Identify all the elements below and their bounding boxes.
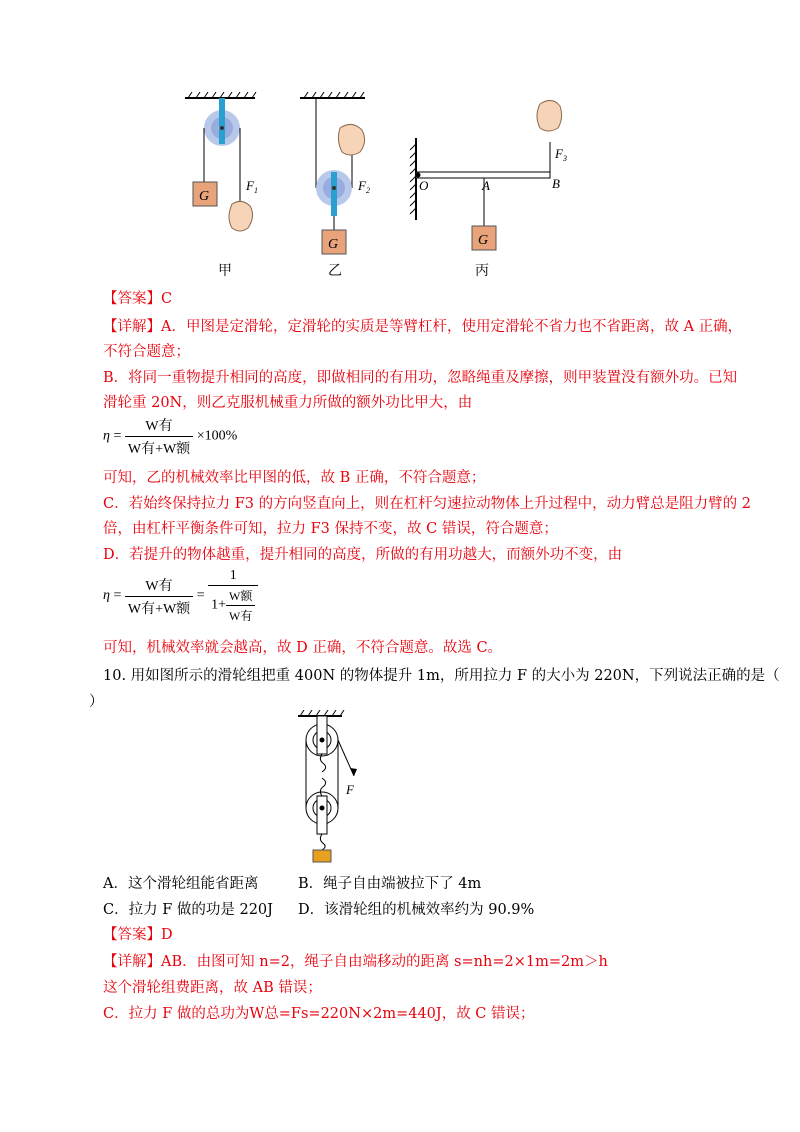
option-c[interactable]: C．拉力 F 做的功是 220J bbox=[103, 902, 273, 918]
figure-label-yi: 乙 bbox=[328, 263, 342, 279]
q10-answer: 【答案】D bbox=[103, 927, 173, 943]
figure-label-jia: 甲 bbox=[218, 263, 232, 279]
q9-detail-c-2: 倍，由杠杆平衡条件可知，拉力 F3 保持不变，故 C 错误，符合题意； bbox=[103, 521, 558, 537]
point-a-label: A bbox=[482, 178, 490, 193]
option-b[interactable]: B．绳子自由端被拉下了 4m bbox=[298, 876, 482, 892]
efficiency-formula-2: η = $\frac{\text{W有}}{\text{W有+W额}}$ = 1 1+ $\frac{\text{W额}}{\text{W有}}$ bbox=[103, 568, 258, 624]
q9-answer: 【答案】C bbox=[103, 291, 173, 307]
weight-label-bing: G bbox=[478, 233, 489, 248]
q10-stem-1: 10. 用如图所示的滑轮组把重 400N 的物体提升 1m，所用拉力 F 的大小为 220N，下列说法正确的是（ bbox=[103, 668, 780, 684]
q9-detail-a-2: 不符合题意； bbox=[103, 344, 190, 360]
weight-label-yi: G bbox=[328, 237, 339, 252]
q9-detail-d-1: D．若提升的物体越重，提升相同的高度，所做的有用功越大，而额外功不变，由 bbox=[103, 547, 623, 563]
figure-label-bing: 丙 bbox=[475, 263, 489, 279]
q10-detail-2: 这个滑轮组费距离，故 AB 错误； bbox=[103, 980, 322, 996]
movable-pulley-diagram bbox=[300, 92, 370, 254]
force-label-f: F bbox=[346, 782, 354, 797]
q9-detail-b-2: 滑轮重 20N，则乙克服机械重力所做的额外功比甲大，由 bbox=[103, 395, 473, 411]
point-b-label: B bbox=[552, 176, 560, 191]
point-o-label: O bbox=[419, 178, 429, 193]
q9-detail-c-1: C．若始终保持拉力 F3 的方向竖直向上，则在杠杆匀速拉动物体上升过程中，动力臂总是阻力臂的 2 bbox=[103, 496, 751, 512]
pulley-block-figure bbox=[290, 710, 370, 865]
option-d[interactable]: D．该滑轮组的机械效率约为 90.9% bbox=[298, 902, 535, 918]
fixed-pulley-diagram bbox=[185, 92, 258, 231]
force-label-f1: $F_1$ bbox=[246, 178, 258, 195]
option-a[interactable]: A．这个滑轮组能省距离 bbox=[103, 876, 259, 892]
q9-detail-d-2: 可知，机械效率就会越高，故 D 正确，不符合题意。故选 C。 bbox=[103, 640, 503, 656]
efficiency-formula-1: η = $\frac{\text{W有}}{\text{W有+W额}}$ ×100% bbox=[103, 415, 237, 458]
weight-label-jia: G bbox=[199, 189, 210, 204]
q9-detail-b-3: 可知，乙的机械效率比甲图的低，故 B 正确，不符合题意； bbox=[103, 470, 486, 486]
lever-diagram bbox=[410, 100, 567, 250]
pulley-lever-figure bbox=[180, 92, 600, 287]
q10-stem-2: ） bbox=[89, 694, 104, 710]
q10-detail-1: 【详解】AB．由图可知 n=2，绳子自由端移动的距离 s=nh=2×1m=2m＞h bbox=[103, 954, 608, 970]
q9-detail-b-1: B．将同一重物提升相同的高度，即做相同的有用功，忽略绳重及摩擦，则甲装置没有额外功。已知 bbox=[103, 370, 738, 386]
q9-detail-a-1: 【详解】A．甲图是定滑轮，定滑轮的实质是等臂杠杆，使用定滑轮不省力也不省距离，故 A 正确， bbox=[103, 319, 743, 335]
q10-detail-3: C．拉力 F 做的总功为W总=Fs=220N×2m=440J，故 C 错误； bbox=[103, 1006, 535, 1022]
force-label-f3: $F_3$ bbox=[555, 146, 567, 163]
force-label-f2: $F_2$ bbox=[358, 178, 370, 195]
